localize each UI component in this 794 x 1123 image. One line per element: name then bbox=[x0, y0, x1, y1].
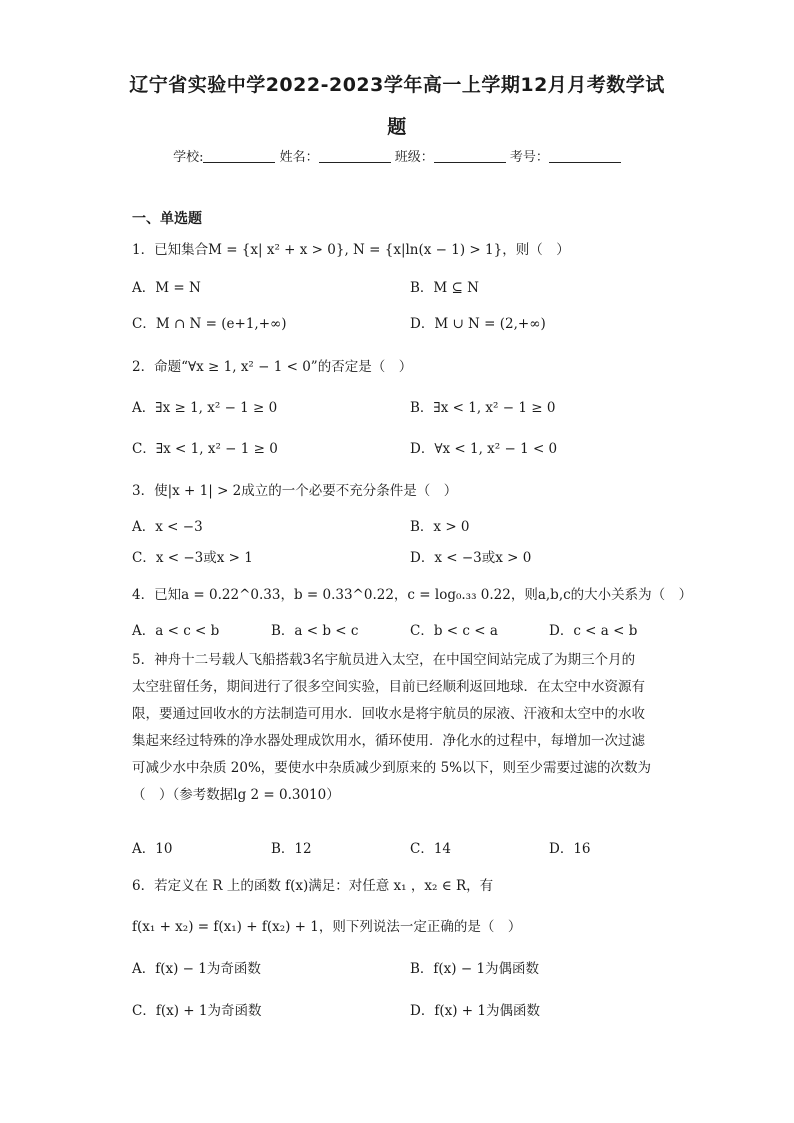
q3-option-a: A．x < −3 bbox=[132, 519, 203, 535]
id-blank[interactable] bbox=[549, 150, 621, 163]
student-info-line bbox=[0, 146, 794, 165]
q3-option-b: B．x > 0 bbox=[410, 519, 470, 535]
q4-option-a: A．a < c < b bbox=[132, 623, 220, 639]
q5-option-b: B．12 bbox=[271, 841, 312, 857]
section-title: 一、单选题 bbox=[132, 211, 202, 227]
exam-title-line2: 题 bbox=[387, 116, 407, 138]
exam-title-line1: 辽宁省实验中学2022-2023学年高一上学期12月月考数学试 bbox=[129, 74, 665, 96]
q5-line: 限，要通过回收水的方法制造可用水．回收水是将宇航员的尿液、汗液和太空中的水收 bbox=[132, 706, 645, 722]
q1-option-c: C．M ∩ N = (e+1,+∞) bbox=[132, 316, 287, 332]
q6-option-a: A．f(x) − 1为奇函数 bbox=[132, 961, 261, 977]
question-6-stem-line2: f(x₁ + x₂) = f(x₁) + f(x₂) + 1，则下列说法一定正确的是（ ） bbox=[132, 919, 522, 935]
q3-option-d: D．x < −3或x > 0 bbox=[410, 550, 532, 566]
question-3-stem: 3．使|x + 1| > 2成立的一个必要不充分条件是（ ） bbox=[132, 483, 458, 499]
class-blank[interactable] bbox=[434, 150, 506, 163]
q5-option-a: A．10 bbox=[132, 841, 173, 857]
q5-line: 集起来经过特殊的净水器处理成饮用水，循环使用．净化水的过程中，每增加一次过滤 bbox=[132, 733, 645, 749]
name-label: 姓名： bbox=[279, 150, 319, 165]
q2-option-b: B．∃x < 1, x² − 1 ≥ 0 bbox=[410, 400, 556, 416]
question-6-stem-line1: 6．若定义在 R 上的函数 f(x)满足：对任意 x₁ ，x₂ ∈ R，有 bbox=[132, 878, 494, 894]
q6-option-d: D．f(x) + 1为偶函数 bbox=[410, 1003, 540, 1019]
q6-option-b: B．f(x) − 1为偶函数 bbox=[410, 961, 540, 977]
q1-option-d: D．M ∪ N = (2,+∞) bbox=[410, 316, 546, 332]
q4-option-b: B．a < b < c bbox=[271, 623, 359, 639]
question-1-stem: 1．已知集合M = {x| x² + x > 0}, N = {x|ln(x − 1) > 1}，则（ ） bbox=[132, 242, 570, 258]
q3-option-c: C．x < −3或x > 1 bbox=[132, 550, 253, 566]
q2-option-c: C．∃x < 1, x² − 1 ≥ 0 bbox=[132, 441, 278, 457]
question-4-stem: 4．已知a = 0.22^0.33，b = 0.33^0.22，c = log₀.₃₃ 0.22，则a,b,c的大小关系为（ ） bbox=[132, 587, 693, 603]
q1-option-b: B．M ⊆ N bbox=[410, 280, 479, 296]
q5-line: 5．神舟十二号载人飞船搭载3名宇航员进入太空，在中国空间站完成了为期三个月的 bbox=[132, 652, 636, 668]
q4-option-d: D．c < a < b bbox=[549, 623, 638, 639]
q5-line: 太空驻留任务，期间进行了很多空间实验，目前已经顺利返回地球．在太空中水资源有 bbox=[132, 679, 645, 695]
school-blank[interactable] bbox=[203, 150, 275, 163]
q5-option-c: C．14 bbox=[410, 841, 452, 857]
school-label: 学校: bbox=[173, 150, 204, 165]
class-label: 班级： bbox=[394, 150, 434, 165]
q4-option-c: C．b < c < a bbox=[410, 623, 498, 639]
q2-option-d: D．∀x < 1, x² − 1 < 0 bbox=[410, 441, 558, 457]
id-label: 考号： bbox=[509, 150, 549, 165]
q5-line: 可减少水中杂质 20%，要使水中杂质减少到原来的 5%以下，则至少需要过滤的次数为 bbox=[132, 760, 652, 776]
q6-option-c: C．f(x) + 1为奇函数 bbox=[132, 1003, 262, 1019]
q5-line: （ ）（参考数据lg 2 = 0.3010） bbox=[132, 787, 340, 803]
name-blank[interactable] bbox=[319, 150, 391, 163]
question-5-stem bbox=[132, 647, 667, 809]
q2-option-a: A．∃x ≥ 1, x² − 1 ≥ 0 bbox=[132, 400, 278, 416]
question-2-stem: 2．命题“∀x ≥ 1, x² − 1 < 0”的否定是（ ） bbox=[132, 359, 413, 375]
q5-option-d: D．16 bbox=[549, 841, 591, 857]
q1-option-a: A．M = N bbox=[132, 280, 201, 296]
